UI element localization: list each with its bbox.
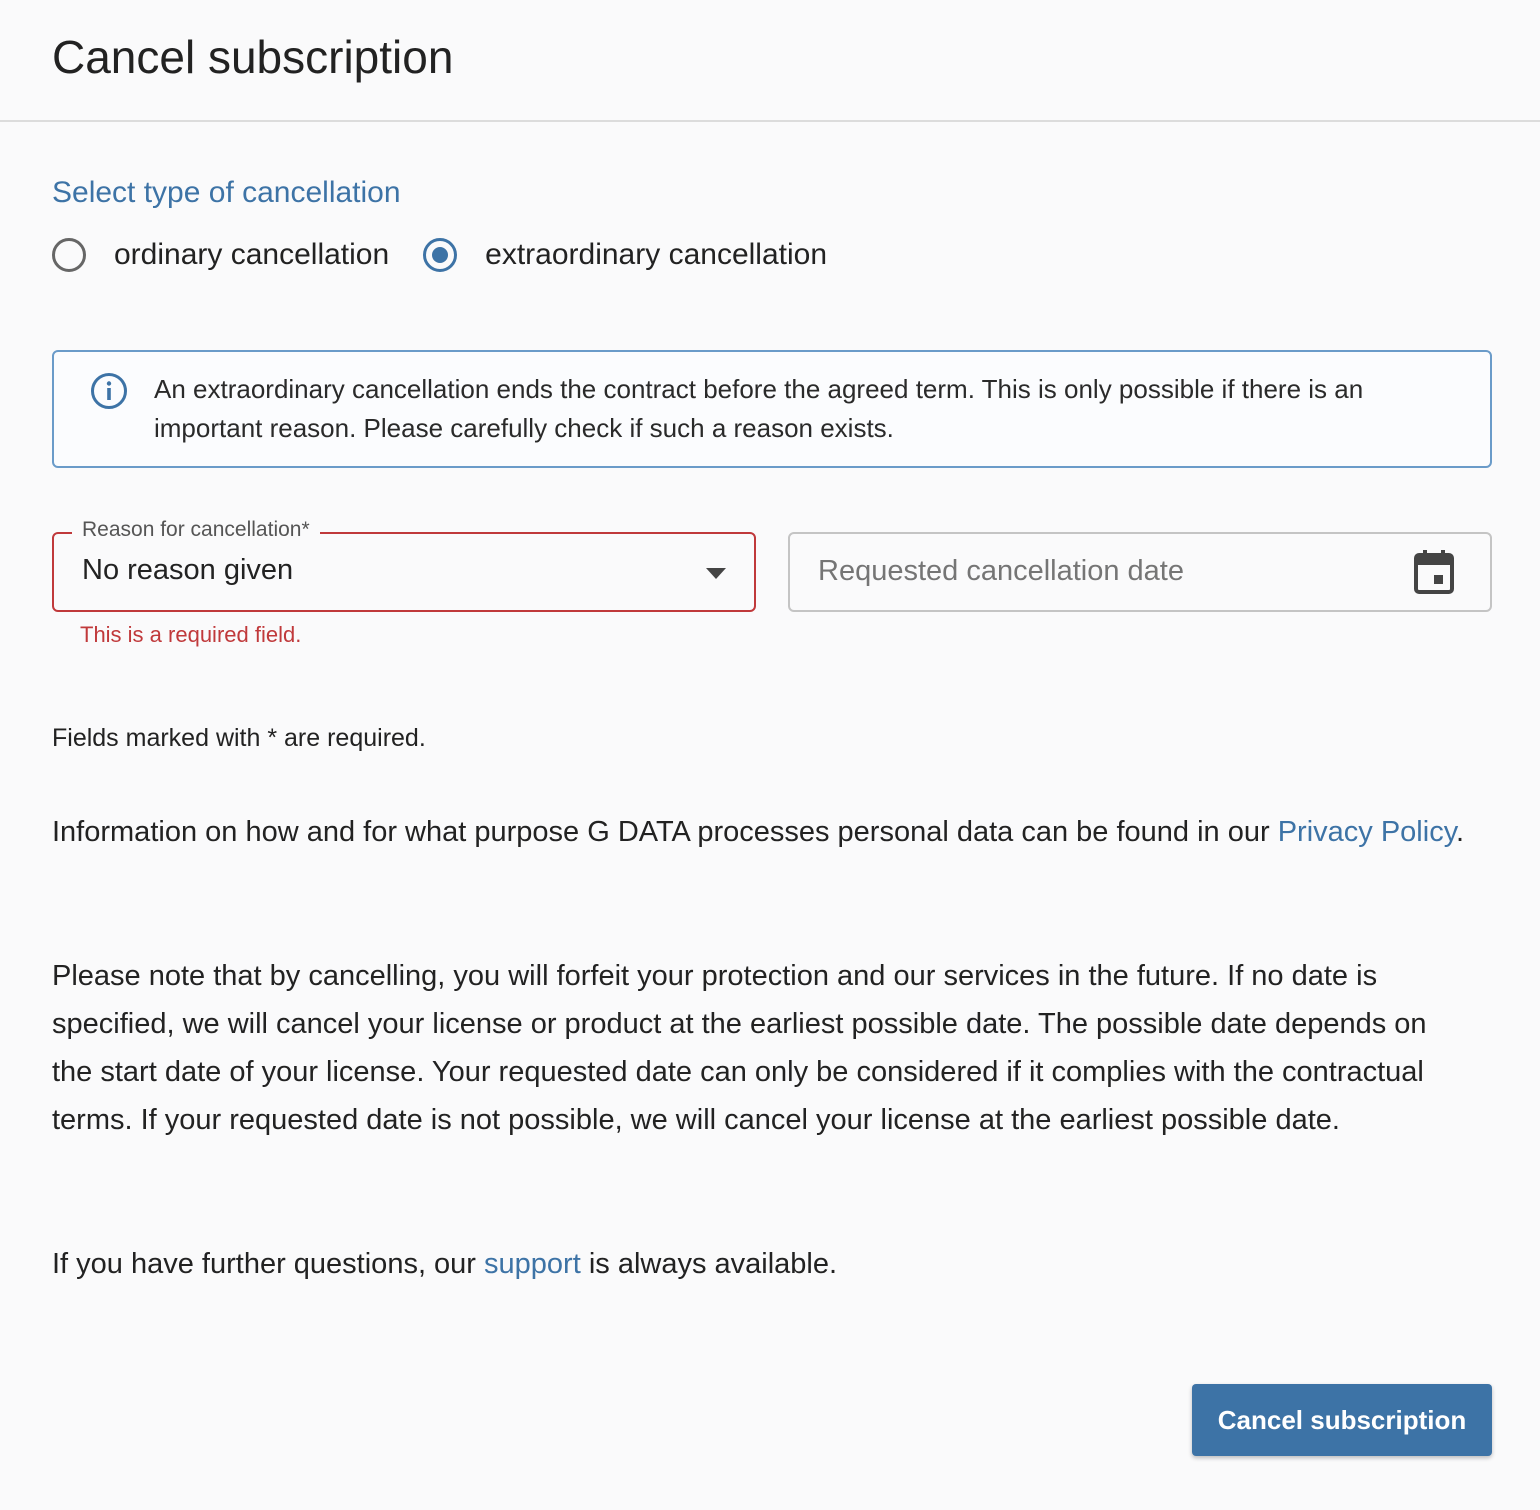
calendar-icon[interactable] bbox=[1414, 550, 1454, 594]
radio-button-checked[interactable] bbox=[423, 238, 457, 272]
dialog-title: Cancel subscription bbox=[52, 31, 454, 83]
cancellation-type-radio-group bbox=[52, 238, 861, 272]
privacy-policy-link[interactable]: Privacy Policy bbox=[1277, 816, 1457, 848]
reason-field-label: Reason for cancellation* bbox=[72, 518, 320, 542]
requested-cancellation-date-input[interactable] bbox=[788, 532, 1492, 612]
radio-button-unchecked[interactable] bbox=[52, 238, 86, 272]
info-icon bbox=[90, 372, 128, 410]
radio-label-ordinary: ordinary cancellation bbox=[114, 238, 390, 271]
cancellation-notice-paragraph: Please note that by cancelling, you will forfeit your protection and our services in the future. If no date is specified, we will cancel your license or product at the earliest possible date. The possible date depends on the start date of your license. Your requested date can only be considered if it complies with the contractual terms. If your requested date is not possible, we will cancel your license at the earliest possible date. bbox=[52, 960, 1427, 1136]
reason-for-cancellation-select[interactable] bbox=[52, 518, 756, 612]
support-text-after: is always available. bbox=[580, 1248, 838, 1280]
date-placeholder: Requested cancellation date bbox=[818, 555, 1184, 587]
privacy-text-before: Information on how and for what purpose G DATA processes personal data can be found in our bbox=[52, 816, 1278, 848]
required-fields-note: Fields marked with * are required. bbox=[52, 724, 426, 752]
support-text-before: If you have further questions, our bbox=[52, 1248, 485, 1280]
radio-extraordinary-cancellation[interactable] bbox=[423, 238, 827, 272]
reason-selected-value: No reason given bbox=[82, 554, 294, 586]
support-paragraph bbox=[52, 1240, 1472, 1288]
info-notice-box bbox=[52, 350, 1492, 468]
privacy-paragraph bbox=[52, 808, 1472, 856]
support-link[interactable]: support bbox=[484, 1248, 581, 1280]
cancel-subscription-button[interactable]: Cancel subscription bbox=[1192, 1384, 1492, 1456]
info-notice-text: An extraordinary cancellation ends the contract before the agreed term. This is only possible if there is an important reason. Please carefully check if such a reason exists. bbox=[154, 374, 1364, 443]
cancellation-type-title: Select type of cancellation bbox=[52, 176, 401, 209]
radio-ordinary-cancellation[interactable] bbox=[52, 238, 389, 272]
chevron-down-icon bbox=[706, 568, 726, 579]
radio-label-extraordinary: extraordinary cancellation bbox=[485, 238, 828, 271]
reason-error-message: This is a required field. bbox=[80, 622, 302, 647]
privacy-text-after: . bbox=[1456, 816, 1465, 848]
dialog-header bbox=[0, 0, 1540, 122]
